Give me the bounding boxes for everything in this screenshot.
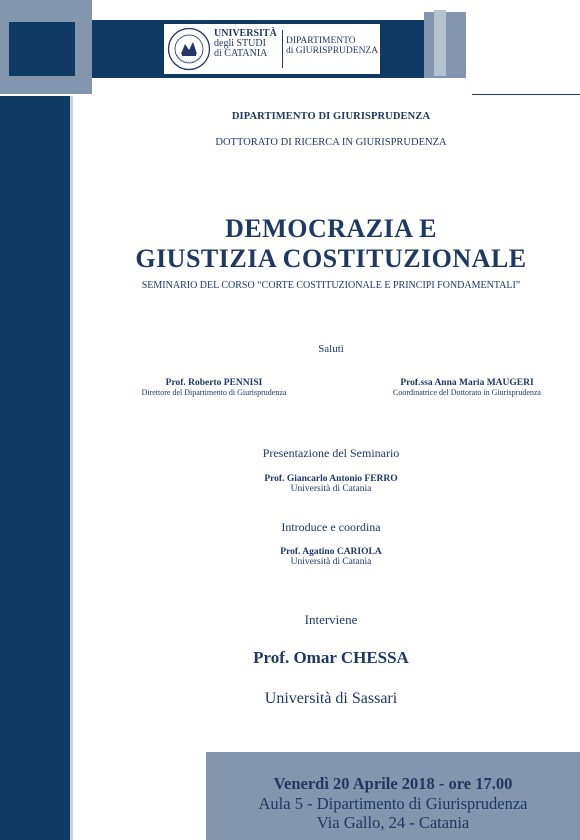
greeting-left-name: Prof. Roberto PENNISI (165, 378, 263, 388)
speaker-affiliation: Università di Sassari (264, 690, 398, 707)
logo-department-name (286, 36, 380, 56)
side-bar-shadow (70, 96, 73, 840)
university-logo (164, 24, 380, 74)
greeting-speaker-right (356, 378, 578, 397)
university-name (214, 29, 280, 59)
seminar-title (82, 214, 580, 274)
speaker-label: Interviene (304, 612, 358, 627)
phd-program-title: DOTTORATO DI RICERCA IN GIURISPRUDENZA (215, 137, 447, 148)
presenter (82, 474, 580, 494)
event-date: Venerdì 20 Aprile 2018 - ore 17.00 (273, 774, 513, 793)
seminar-title-line-2: GIUSTIZIA COSTITUZIONALE (135, 244, 527, 273)
seminar-subtitle: SEMINARIO DEL CORSO “CORTE COSTITUZIONALE E PRINCIPI FONDAMENTALI” (141, 280, 521, 291)
greeting-right-name: Prof.ssa Anna Maria MAUGERI (400, 378, 534, 388)
university-name-line-1: UNIVERSITÀ (214, 28, 277, 39)
seminar-title-line-1: DEMOCRAZIA E (225, 214, 437, 243)
greetings-label: Saluti (318, 343, 344, 355)
coordinator (82, 547, 580, 567)
speaker-name: Prof. Omar CHESSA (253, 648, 409, 667)
header-rule (472, 94, 580, 95)
logo-department-line-1: DIPARTIMENTO (286, 36, 356, 46)
event-address: Via Gallo, 24 - Catania (316, 813, 470, 832)
presenter-affiliation: Università di Catania (290, 484, 372, 494)
coordination-label: Introduce e coordina (281, 520, 381, 534)
coordinator-affiliation: Università di Catania (290, 557, 372, 567)
university-seal-icon (167, 27, 211, 71)
greeting-left-role: Direttore del Dipartimento di Giurisprudenza (141, 388, 287, 397)
presentation-label: Presentazione del Seminario (262, 446, 400, 460)
university-name-line-3: di CATANIA (214, 48, 268, 59)
event-venue: Aula 5 - Dipartimento di Giurisprudenza (258, 794, 528, 813)
side-navy-bar (0, 96, 70, 840)
logo-department-line-2: di GIURISPRUDENZA (286, 46, 379, 56)
department-title: DIPARTIMENTO DI GIURISPRUDENZA (231, 111, 431, 122)
presenter-name: Prof. Giancarlo Antonio FERRO (264, 474, 398, 484)
logo-divider (282, 30, 283, 68)
greeting-right-role: Coordinatrice del Dottorato in Giurisprudenza (393, 388, 541, 397)
header-right-light-block (434, 10, 446, 76)
greeting-speaker-left (100, 378, 328, 397)
header-left-navy-block (9, 22, 75, 76)
university-name-line-2: degli STUDI (214, 38, 266, 49)
coordinator-name: Prof. Agatino CARIOLA (280, 547, 382, 557)
